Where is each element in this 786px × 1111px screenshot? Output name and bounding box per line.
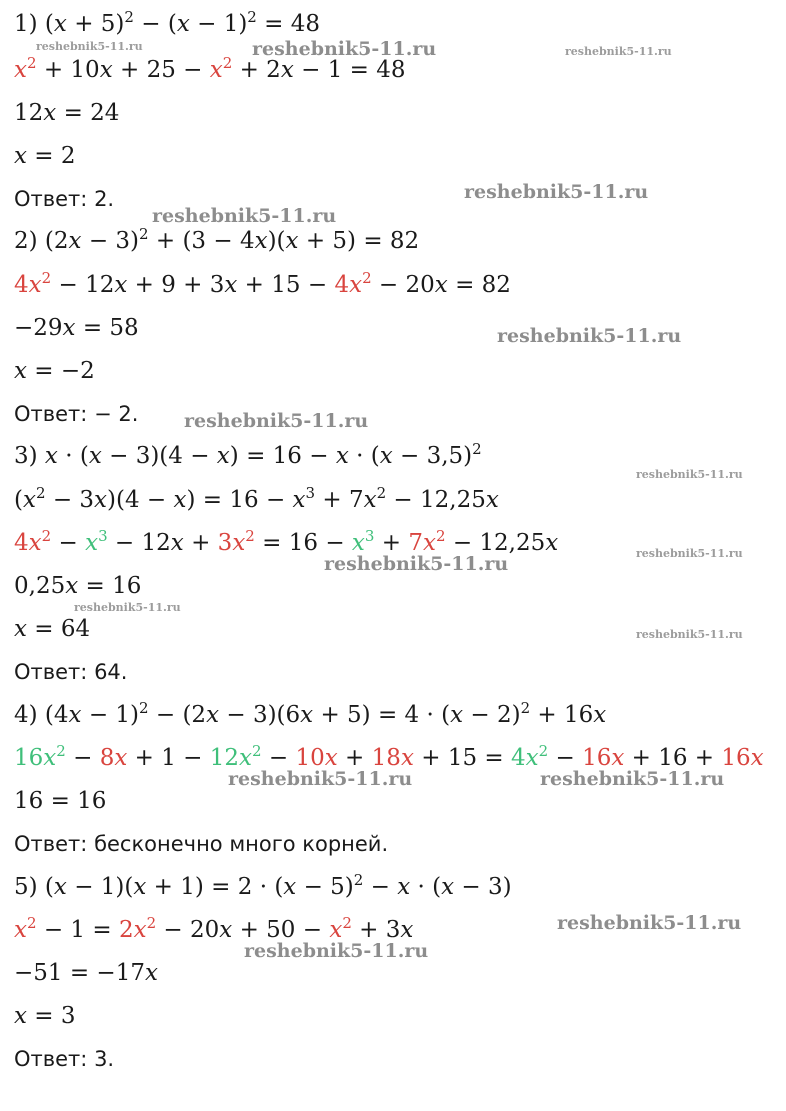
watermark: reshebnik5-11.ru xyxy=(36,40,143,53)
problem-1-statement: 1) $(x + 5)^2 - (x - 1)^2 = 48$ xyxy=(14,8,321,37)
problem-1-answer: Ответ: 2. xyxy=(14,187,115,211)
problem-5-number: 5) xyxy=(14,874,38,900)
problem-5-step-2: −51 = −17x xyxy=(14,960,158,986)
problem-4-step-1: $16x^2 - 8x + 1 - 12x^2 - 10x + 18x + 15 = 4x^2 - 16x + 16 + 16x$ xyxy=(14,742,764,771)
problem-3-answer: Ответ: 64. xyxy=(14,660,128,684)
problem-3-step-4: x = 64 xyxy=(14,616,91,642)
problem-2-step-1: $4x^2 - 12x + 9 + 3x + 15 - 4x^2 - 20x = 82$ xyxy=(14,269,511,298)
problem-4-step-2: 16 = 16 xyxy=(14,788,107,814)
watermark: reshebnik5-11.ru xyxy=(565,45,672,58)
watermark: reshebnik5-11.ru xyxy=(540,768,725,790)
problem-5-step-1: $x^2 - 1 = 2x^2 - 20x + 50 - x^2 + 3x$ xyxy=(14,914,414,943)
watermark: reshebnik5-11.ru xyxy=(324,553,509,575)
problem-4-statement: 4) $(4x - 1)^2 - (2x - 3)(6x + 5) = 4 \cdot (x - 2)^2 + 16x$ xyxy=(14,699,607,728)
watermark: reshebnik5-11.ru xyxy=(636,628,743,641)
problem-2-statement: 2) $(2x - 3)^2 + (3 - 4x)(x + 5) = 82$ xyxy=(14,225,420,254)
problem-3-step-1: $(x^2 - 3x)(4 - x) = 16 - x^3 + 7x^2 - 12,25x$ xyxy=(14,484,499,513)
watermark: reshebnik5-11.ru xyxy=(636,468,743,481)
watermark: reshebnik5-11.ru xyxy=(464,181,649,203)
problem-5-step-3: x = 3 xyxy=(14,1003,76,1029)
watermark: reshebnik5-11.ru xyxy=(152,205,337,227)
problem-3-step-2: $4x^2 - x^3 - 12x + 3x^2 = 16 - x^3 + 7x^2 - 12,25x$ xyxy=(14,527,559,556)
problem-2-step-2: −29x = 58 xyxy=(14,315,139,341)
problem-3-number: 3) xyxy=(14,443,38,469)
watermark: reshebnik5-11.ru xyxy=(184,410,369,432)
problem-5-answer: Ответ: 3. xyxy=(14,1047,115,1071)
problem-1-step-2: 12x = 24 xyxy=(14,100,120,126)
problem-1-step-3: x = 2 xyxy=(14,143,76,169)
watermark: reshebnik5-11.ru xyxy=(636,547,743,560)
problem-4-answer: Ответ: бесконечно много корней. xyxy=(14,832,389,856)
watermark: reshebnik5-11.ru xyxy=(497,325,682,347)
problem-1-step-1: $x^2 + 10x + 25 - x^2 + 2x - 1 = 48$ xyxy=(14,54,406,83)
problem-2-answer: Ответ: − 2. xyxy=(14,402,139,426)
watermark: reshebnik5-11.ru xyxy=(252,38,437,60)
watermark: reshebnik5-11.ru xyxy=(244,940,429,962)
problem-1-number: 1) xyxy=(14,11,38,37)
problem-3-step-3: 0,25x = 16 xyxy=(14,573,142,599)
watermark: reshebnik5-11.ru xyxy=(557,912,742,934)
problem-4-number: 4) xyxy=(14,702,38,728)
problem-5-statement: 5) $(x - 1)(x + 1) = 2 \cdot (x - 5)^2 - x \cdot (x - 3)$ xyxy=(14,871,512,900)
watermark: reshebnik5-11.ru xyxy=(228,768,413,790)
problem-2-number: 2) xyxy=(14,228,38,254)
problem-3-statement: 3) $x \cdot (x - 3)(4 - x) = 16 - x \cdot (x - 3,5)^2$ xyxy=(14,440,482,469)
problem-2-step-3: x = −2 xyxy=(14,358,95,384)
watermark: reshebnik5-11.ru xyxy=(74,601,181,614)
